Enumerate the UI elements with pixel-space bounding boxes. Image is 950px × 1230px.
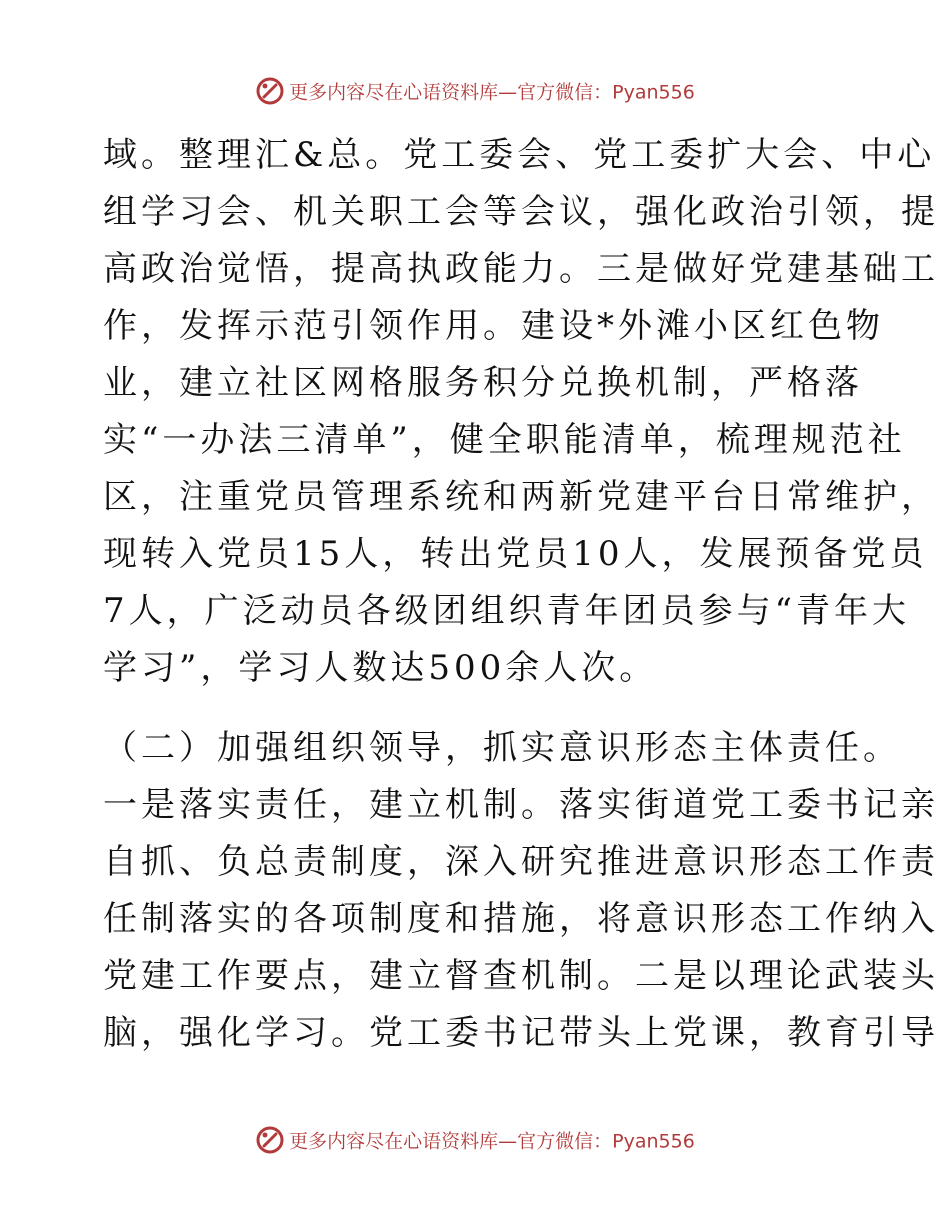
text-line: 区，注重党员管理系统和两新党建平台日常维护，: [103, 477, 939, 517]
text-line: 组学习会、机关职工会等会议，强化政治引领，提: [103, 192, 939, 232]
text-line: 7人，广泛动员各级团组织青年团员参与“青年大: [103, 591, 911, 631]
seal-logo-icon: [255, 76, 285, 106]
text-line: 学习”，学习人数达500余人次。: [103, 648, 658, 688]
seal-logo-icon: [255, 1125, 285, 1155]
text-line: 现转入党员15人，转出党员10人，发展预备党员: [103, 534, 928, 574]
header-watermark: [0, 76, 950, 106]
footer-watermark-text: 更多内容尽在心语资料库—官方微信：Pyan556: [289, 1130, 695, 1153]
text-line: 域。整理汇&总。党工委会、党工委扩大会、中心: [103, 135, 936, 175]
section-heading: （二）加强组织领导，抓实意识形态主体责任。: [103, 728, 901, 768]
footer-watermark: [0, 1125, 950, 1155]
text-line: 一是落实责任，建立机制。落实街道党工委书记亲: [103, 785, 939, 825]
paragraph-gap: [103, 697, 863, 720]
text-line: 党建工作要点，建立督查机制。二是以理论武装头: [103, 956, 939, 996]
text-line: 实“一办法三清单”，健全职能清单，梳理规范社: [103, 420, 906, 460]
header-watermark-text: 更多内容尽在心语资料库—官方微信：Pyan556: [289, 81, 695, 104]
text-line: 作，发挥示范引领作用。建设*外滩小区红色物: [103, 306, 884, 346]
text-line: 业，建立社区网格服务积分兑换机制，严格落: [103, 363, 863, 403]
document-body: [103, 127, 939, 1062]
text-line: 任制落实的各项制度和措施，将意识形态工作纳入: [103, 899, 939, 939]
text-line: 自抓、负总责制度，深入研究推进意识形态工作责: [103, 842, 939, 882]
text-line: 脑，强化学习。党工委书记带头上党课，教育引导: [103, 1013, 939, 1053]
text-line: 高政治觉悟，提高执政能力。三是做好党建基础工: [103, 249, 939, 289]
